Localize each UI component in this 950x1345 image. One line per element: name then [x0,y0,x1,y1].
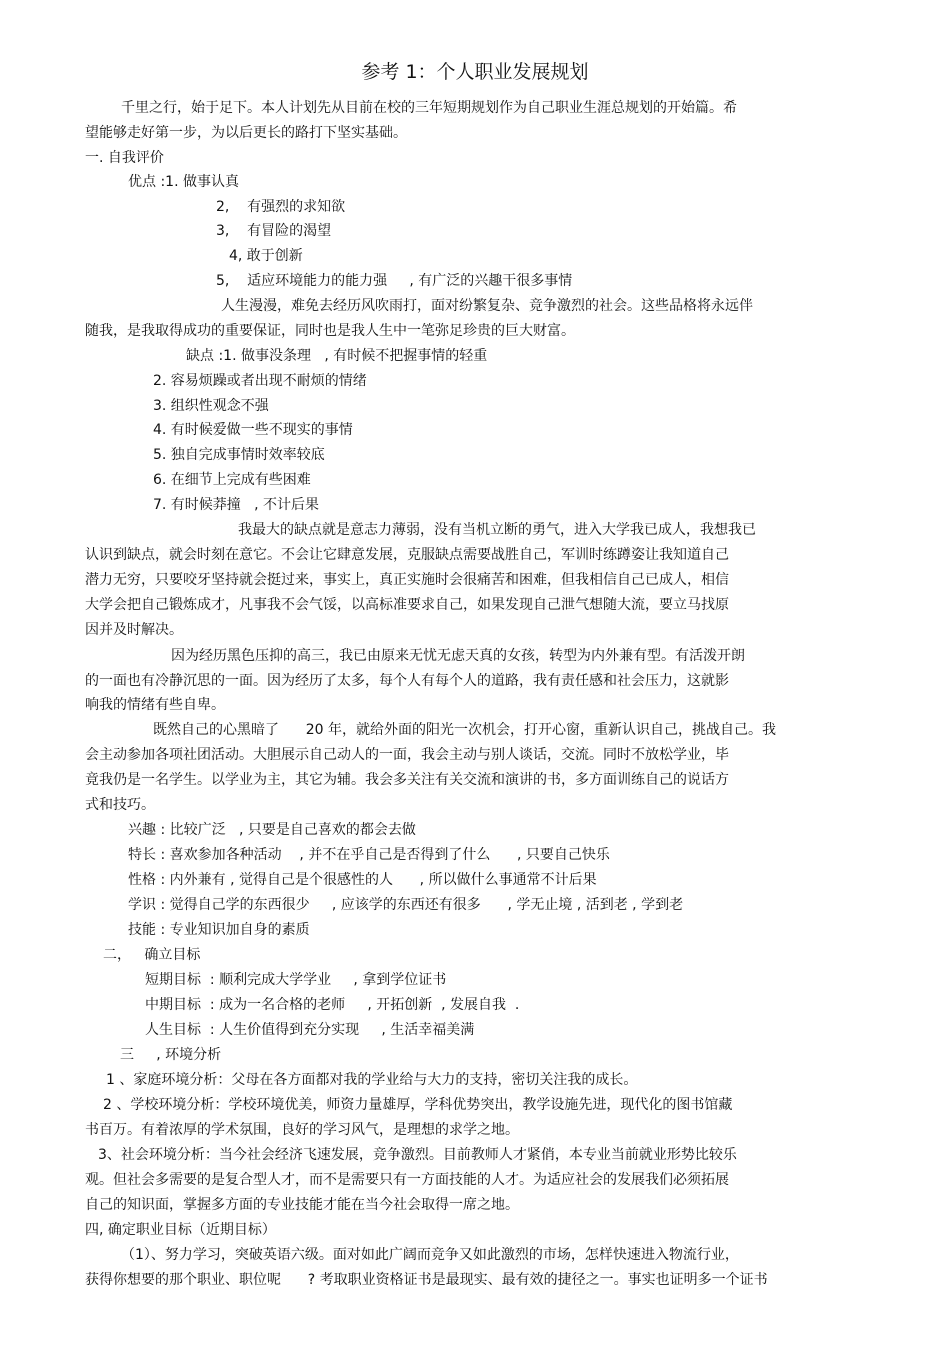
paragraph-line: 因为经历黑色压抑的高三，我已由原来无忧无虑天真的女孩，转型为内外兼有型。有活泼开朗 [171,648,745,664]
list-item: 5, 适应环境能力的能力强 , 有广泛的兴趣干很多事情 [216,273,573,289]
section-heading: 一. 自我评价 [85,150,164,166]
paragraph-line: 大学会把自己锻炼成才，凡事我不会气馁，以高标准要求自己，如果发现自己泄气想随大流，要立马找原 [85,597,729,613]
list-item: 2. 容易烦躁或者出现不耐烦的情绪 [153,373,367,389]
list-item: 3, 有冒险的渴望 [216,223,332,239]
list-item: 2, 有强烈的求知欲 [216,199,346,215]
list-item: 短期目标 : 顺利完成大学学业 , 拿到学位证书 [145,972,447,988]
list-item: 优点 :1. 做事认真 [128,174,239,190]
paragraph-line: 3、社会环境分析：当今社会经济飞速发展，竞争激烈。目前教师人才紧俏，本专业当前就业形势比较乐 [98,1147,737,1163]
list-item: 中期目标 : 成为一名合格的老师 , 开拓创新 , 发展自我 . [145,997,520,1013]
paragraph-line: 书百万。有着浓厚的学术氛围，良好的学习风气，是理想的求学之地。 [85,1122,519,1138]
list-item: 特长 : 喜欢参加各种活动 , 并不在乎自己是否得到了什么 , 只要自己快乐 [128,847,610,863]
list-item: 5. 独自完成事情时效率较底 [153,447,325,463]
page-title: 参考 1：个人职业发展规划 [361,61,589,83]
list-item: 4, 敢于创新 [229,248,303,264]
paragraph-line: 式和技巧。 [85,797,155,813]
list-item: 学识 : 觉得自己学的东西很少 , 应该学的东西还有很多 , 学无止境 , 活到老 , 学到老 [128,897,684,913]
list-item: 缺点 :1. 做事没条理 , 有时候不把握事情的轻重 [186,348,488,364]
section-heading: 二， 确立目标 [103,947,201,963]
paragraph-line: 会主动参加各项社团活动。大胆展示自己动人的一面，我会主动与别人谈话，交流。同时不放松学业，毕 [85,747,729,763]
paragraph-line: 2 、学校环境分析：学校环境优美，师资力量雄厚，学科优势突出，教学设施先进，现代化的图书馆藏 [103,1097,733,1113]
paragraph-line: 的一面也有冷静沉思的一面。因为经历了太多，每个人有每个人的道路，我有责任感和社会压力，这就影 [85,673,729,689]
section-heading: 三 , 环境分析 [120,1047,222,1063]
paragraph-line: 认识到缺点，就会时刻在意它。不会让它肆意发展，克服缺点需要战胜自己，军训时练蹲姿让我知道自己 [85,547,729,563]
paragraph-line: 潜力无穷，只要咬牙坚持就会挺过来，事实上，真正实施时会很痛苦和困难，但我相信自己已成人，相信 [85,572,729,588]
list-item: 7. 有时候莽撞 , 不计后果 [153,497,320,513]
paragraph-line: 自己的知识面，掌握多方面的专业技能才能在当今社会取得一席之地。 [85,1197,519,1213]
list-item: 3. 组织性观念不强 [153,398,269,414]
list-item: 4. 有时候爱做一些不现实的事情 [153,422,353,438]
paragraph-line: 1 、家庭环境分析：父母在各方面都对我的学业给与大力的支持，密切关注我的成长。 [106,1072,638,1088]
paragraph-line: 获得你想要的那个职业、职位呢 ? 考取职业资格证书是最现实、最有效的捷径之一。事实也证明多一个证书 [85,1272,768,1288]
paragraph-line: 千里之行，始于足下。本人计划先从目前在校的三年短期规划作为自己职业生涯总规划的开始篇。希 [121,100,737,116]
paragraph-line: 随我，是我取得成功的重要保证，同时也是我人生中一笔弥足珍贵的巨大财富。 [85,323,575,339]
paragraph-line: 既然自己的心黑暗了 20 年，就给外面的阳光一次机会，打开心窗，重新认识自己，挑战自己。我 [153,722,776,738]
paragraph-line: 我最大的缺点就是意志力薄弱，没有当机立断的勇气，进入大学我已成人，我想我已 [238,522,756,538]
paragraph-line: 因并及时解决。 [85,622,183,638]
list-item: 6. 在细节上完成有些困难 [153,472,311,488]
list-item: 性格 : 内外兼有 , 觉得自己是个很感性的人 , 所以做什么事通常不计后果 [128,872,597,888]
paragraph-line: 人生漫漫，难免去经历风吹雨打，面对纷繁复杂、竞争激烈的社会。这些品格将永远伴 [221,298,753,314]
paragraph-line: 响我的情绪有些自卑。 [85,697,225,713]
paragraph-line: 竟我仍是一名学生。以学业为主，其它为辅。我会多关注有关交流和演讲的书，多方面训练自己的说话方 [85,772,729,788]
paragraph-line: （1）、努力学习，突破英语六级。面对如此广阔而竞争又如此激烈的市场，怎样快速进入物流行业， [121,1247,739,1263]
section-heading: 四, 确定职业目标（近期目标） [85,1222,276,1238]
list-item: 技能 : 专业知识加自身的素质 [128,922,310,938]
list-item: 兴趣 : 比较广泛 , 只要是自己喜欢的都会去做 [128,822,416,838]
paragraph-line: 观。但社会多需要的是复合型人才，而不是需要只有一方面技能的人才。为适应社会的发展我们必须拓展 [85,1172,729,1188]
list-item: 人生目标 : 人生价值得到充分实现 , 生活幸福美满 [145,1022,475,1038]
paragraph-line: 望能够走好第一步，为以后更长的路打下坚实基础。 [85,125,407,141]
